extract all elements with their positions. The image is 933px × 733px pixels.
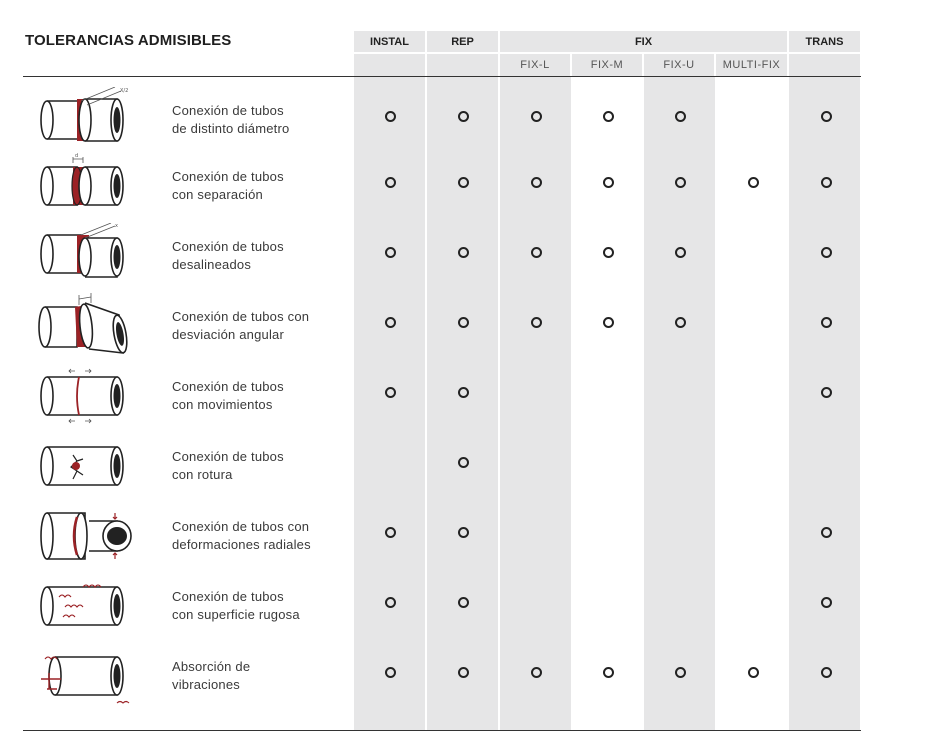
row-label: Conexión de tubos con rotura xyxy=(172,449,284,482)
row-label: Conexión de tubos con deformaciones radiales xyxy=(172,519,311,552)
table-bottom-rule xyxy=(23,730,861,731)
mark-rep xyxy=(458,597,469,608)
header-rep: REP xyxy=(427,31,498,52)
subheader-multi-fix: MULTI-FIX xyxy=(716,54,787,76)
pipe-movement-icon xyxy=(37,363,135,429)
mark-instal xyxy=(385,317,396,328)
mark-rep xyxy=(458,387,469,398)
svg-text:x: x xyxy=(115,223,118,229)
mark-fix-m xyxy=(603,667,614,678)
mark-trans xyxy=(821,527,832,538)
table-row xyxy=(23,291,861,361)
mark-trans xyxy=(821,111,832,122)
mark-instal xyxy=(385,597,396,608)
row-label: Conexión de tubos con desviación angular xyxy=(172,309,310,342)
table-row xyxy=(23,85,861,155)
mark-multi-fix xyxy=(748,177,759,188)
mark-fix-l xyxy=(531,111,542,122)
misaligned-pipes-icon xyxy=(37,223,135,289)
rough-surface-icon xyxy=(37,573,135,639)
diameter-difference-icon xyxy=(37,87,135,153)
mark-fix-l xyxy=(531,247,542,258)
mark-instal xyxy=(385,667,396,678)
subheader-trans xyxy=(789,54,860,76)
mark-trans xyxy=(821,387,832,398)
page-title: TOLERANCIAS ADMISIBLES xyxy=(25,32,232,49)
row-label: Conexión de tubos con superficie rugosa xyxy=(172,589,300,622)
mark-fix-m xyxy=(603,177,614,188)
mark-instal xyxy=(385,111,396,122)
mark-fix-u xyxy=(675,667,686,678)
mark-rep xyxy=(458,177,469,188)
mark-fix-m xyxy=(603,247,614,258)
mark-fix-u xyxy=(675,317,686,328)
mark-fix-u xyxy=(675,247,686,258)
mark-instal xyxy=(385,387,396,398)
subheader-fix-u: FIX-U xyxy=(644,54,714,76)
header-fix: FIX xyxy=(500,31,787,52)
row-label: Conexión de tubos con movimientos xyxy=(172,379,284,412)
row-label: Absorción de vibraciones xyxy=(172,659,251,692)
subheader-fix-m: FIX-M xyxy=(572,54,642,76)
header-divider xyxy=(23,76,861,77)
mark-instal xyxy=(385,247,396,258)
table-row xyxy=(23,361,861,431)
vibration-absorption-icon xyxy=(37,643,135,709)
mark-rep xyxy=(458,317,469,328)
svg-text:X/2: X/2 xyxy=(120,88,129,94)
subheader-instal xyxy=(354,54,425,76)
mark-rep xyxy=(458,527,469,538)
mark-fix-u xyxy=(675,177,686,188)
table-row xyxy=(23,221,861,291)
row-label: Conexión de tubos desalineados xyxy=(172,239,284,272)
table-row xyxy=(23,571,861,641)
mark-fix-u xyxy=(675,111,686,122)
table-row xyxy=(23,501,861,571)
mark-rep xyxy=(458,457,469,468)
table-row xyxy=(23,431,861,501)
header-instal: INSTAL xyxy=(354,31,425,52)
mark-fix-m xyxy=(603,317,614,328)
mark-trans xyxy=(821,177,832,188)
angular-deviation-icon xyxy=(37,293,135,359)
table-row xyxy=(23,641,861,711)
subheader-fix-l: FIX-L xyxy=(500,54,570,76)
mark-rep xyxy=(458,247,469,258)
mark-trans xyxy=(821,247,832,258)
radial-deformation-icon xyxy=(37,503,135,569)
mark-fix-m xyxy=(603,111,614,122)
mark-fix-l xyxy=(531,667,542,678)
broken-pipe-icon xyxy=(37,433,135,499)
mark-trans xyxy=(821,597,832,608)
mark-multi-fix xyxy=(748,667,759,678)
mark-instal xyxy=(385,527,396,538)
subheader-rep xyxy=(427,54,498,76)
mark-fix-l xyxy=(531,177,542,188)
svg-text:d: d xyxy=(75,153,79,159)
mark-trans xyxy=(821,317,832,328)
mark-instal xyxy=(385,177,396,188)
mark-rep xyxy=(458,667,469,678)
row-label: Conexión de tubos con separación xyxy=(172,169,284,202)
header-trans: TRANS xyxy=(789,31,860,52)
mark-fix-l xyxy=(531,317,542,328)
table-row xyxy=(23,151,861,221)
mark-rep xyxy=(458,111,469,122)
pipe-gap-icon xyxy=(37,153,135,219)
mark-trans xyxy=(821,667,832,678)
row-label: Conexión de tubos de distinto diámetro xyxy=(172,103,290,136)
